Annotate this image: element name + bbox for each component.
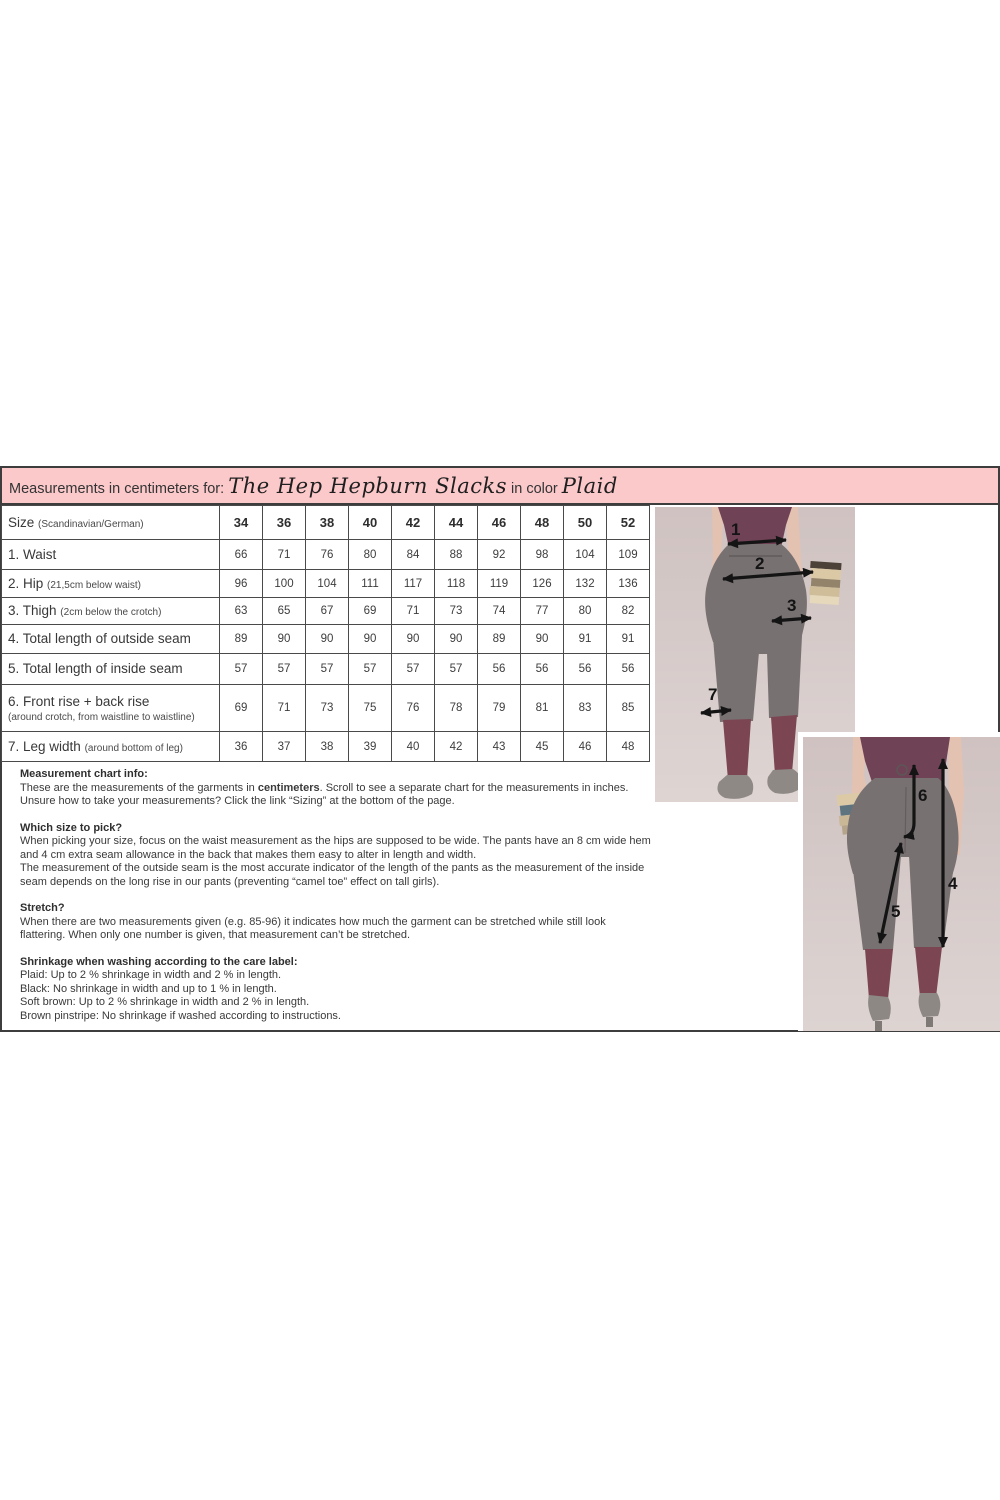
measurement-value-cell: 69: [349, 598, 392, 625]
measurement-value-cell: 78: [435, 685, 478, 732]
measurement-label-cell: [2, 625, 220, 654]
measurement-label: 2. Hip: [8, 575, 48, 591]
measurement-value-cell: 37: [263, 732, 306, 762]
measurement-value-cell: 89: [220, 625, 263, 654]
color-name: Plaid: [561, 473, 618, 498]
measurement-value-cell: 56: [607, 654, 650, 685]
info-section-heading: Measurement chart info:: [20, 768, 148, 780]
measurement-value-cell: 80: [349, 540, 392, 570]
measurement-value-cell: 100: [263, 570, 306, 598]
info-paragraph: Brown pinstripe: No shrinkage if washed according to instructions.: [20, 1009, 341, 1022]
measurement-value-cell: 71: [263, 540, 306, 570]
measurement-value-cell: 126: [521, 570, 564, 598]
measurement-value-cell: 43: [478, 732, 521, 762]
measurement-value-cell: 90: [392, 625, 435, 654]
info-section-heading: Which size to pick?: [20, 821, 123, 834]
measurement-value-cell: 57: [349, 654, 392, 685]
measurement-value-cell: 92: [478, 540, 521, 570]
measurement-value-cell: 39: [349, 732, 392, 762]
info-section-heading: Stretch?: [20, 902, 65, 914]
size-column-header: 48: [521, 506, 564, 540]
size-column-header: 42: [392, 506, 435, 540]
measurement-value-cell: 42: [435, 732, 478, 762]
measurement-value-cell: 67: [306, 598, 349, 625]
measurement-label-cell: [2, 685, 220, 732]
size-label: Size: [8, 514, 39, 530]
measurement-value-cell: 111: [349, 570, 392, 598]
info-paragraph: These are the measurements of the garments in centimeters. Scroll to see a separate chart for the measurements in inches. Unsure how to take your measurements? Click the link “Sizing” at the bottom of the page.: [20, 781, 629, 807]
pants-left-leg: [713, 638, 759, 722]
measurement-value-cell: 104: [564, 540, 607, 570]
right-shoe: [919, 993, 941, 1017]
measurement-value-cell: 65: [263, 598, 306, 625]
measurement-label: 4. Total length of outside seam: [8, 631, 191, 646]
size-column-header: 38: [306, 506, 349, 540]
photo-back-view: [798, 732, 1000, 1031]
arrow-label-1: 1: [731, 520, 741, 539]
info-section-heading: Shrinkage when washing according to the care label:: [20, 955, 298, 968]
back-figure-illustration: [803, 737, 1000, 1031]
table-row: [2, 654, 650, 685]
title-middle: in color: [506, 480, 562, 497]
measurement-value-cell: 76: [306, 540, 349, 570]
size-header-cell: [2, 506, 220, 540]
title-bar: [0, 466, 1000, 505]
measurement-value-cell: 38: [306, 732, 349, 762]
right-heel: [926, 1017, 933, 1027]
measurement-value-cell: 83: [564, 685, 607, 732]
measurement-value-cell: 46: [564, 732, 607, 762]
measurement-value-cell: 90: [349, 625, 392, 654]
measurement-note: (2cm below the crotch): [60, 607, 162, 618]
info-section: [20, 768, 652, 809]
info-paragraph: When picking your size, focus on the waist measurement as the hips are supposed to be wide. The pants have an 8 cm wide hem and 4 cm extra seam allowance in the back that makes them easy to alter in length and width.: [20, 835, 651, 861]
measurement-label-cell: [2, 654, 220, 685]
measurement-value-cell: 85: [607, 685, 650, 732]
table-row: [2, 540, 650, 570]
measurement-value-cell: 96: [220, 570, 263, 598]
measurement-label-cell: [2, 732, 220, 762]
arrow-label-6: 6: [918, 786, 928, 805]
measurement-value-cell: 57: [435, 654, 478, 685]
arrow-label-4: 4: [948, 874, 958, 893]
info-paragraph: Black: No shrinkage in width and up to 1 % in length.: [20, 982, 277, 995]
measurement-value-cell: 69: [220, 685, 263, 732]
info-paragraph: Plaid: Up to 2 % shrinkage in width and 2 % in length.: [20, 969, 282, 981]
measurement-note: (21,5cm below waist): [47, 579, 141, 591]
measurement-value-cell: 56: [478, 654, 521, 685]
left-heel: [875, 1021, 882, 1031]
info-section: [20, 956, 652, 1024]
measurement-label-cell: [2, 540, 220, 570]
measurement-value-cell: 71: [392, 598, 435, 625]
measurement-value-cell: 79: [478, 685, 521, 732]
measurement-value-cell: 48: [607, 732, 650, 762]
measurement-value-cell: 88: [435, 540, 478, 570]
size-column-header: 34: [220, 506, 263, 540]
measurement-value-cell: 104: [306, 570, 349, 598]
table-row: [2, 570, 650, 598]
measurement-label: 5. Total length of inside seam: [8, 661, 183, 676]
measurement-label-cell: [2, 598, 220, 625]
measurement-label-cell: [2, 570, 220, 598]
info-section: [20, 822, 652, 890]
measurement-value-cell: 136: [607, 570, 650, 598]
measurement-value-cell: 40: [392, 732, 435, 762]
measurement-value-cell: 118: [435, 570, 478, 598]
measurement-value-cell: 63: [220, 598, 263, 625]
table-row: [2, 598, 650, 625]
measurement-value-cell: 57: [220, 654, 263, 685]
measurement-value-cell: 66: [220, 540, 263, 570]
measurement-value-cell: 109: [607, 540, 650, 570]
size-chart-panel: [0, 466, 1000, 1032]
table-row: [2, 625, 650, 654]
measurement-value-cell: 90: [521, 625, 564, 654]
info-text: [20, 768, 652, 1036]
page-title: [9, 474, 618, 498]
arrow-label-3: 3: [787, 596, 797, 615]
measurement-value-cell: 77: [521, 598, 564, 625]
size-column-header: 46: [478, 506, 521, 540]
books: [808, 561, 842, 605]
size-column-header: 40: [349, 506, 392, 540]
measurement-value-cell: 75: [349, 685, 392, 732]
left-shoe: [868, 995, 891, 1021]
measurement-note: (around bottom of leg): [84, 742, 183, 754]
size-column-header: 44: [435, 506, 478, 540]
info-section: [20, 902, 652, 943]
measurement-label: 3. Thigh: [8, 603, 61, 618]
measurement-value-cell: 90: [263, 625, 306, 654]
panel-body: [0, 505, 1000, 1032]
measurement-value-cell: 73: [435, 598, 478, 625]
arrow-label-2: 2: [755, 554, 765, 573]
size-column-header: 36: [263, 506, 306, 540]
measurement-table: [1, 505, 650, 762]
measurement-value-cell: 56: [564, 654, 607, 685]
measurement-value-cell: 89: [478, 625, 521, 654]
measurement-value-cell: 84: [392, 540, 435, 570]
measurement-value-cell: 76: [392, 685, 435, 732]
info-paragraph: The measurement of the outside seam is the most accurate indicator of the length of the pants as the measurement of the inside seam depends on the long rise in our pants (preventing “camel toe” effect on tall girls).: [20, 862, 645, 888]
measurement-value-cell: 117: [392, 570, 435, 598]
measurement-value-cell: 132: [564, 570, 607, 598]
measurement-value-cell: 90: [306, 625, 349, 654]
measurement-value-cell: 71: [263, 685, 306, 732]
measurement-value-cell: 80: [564, 598, 607, 625]
info-paragraph: When there are two measurements given (e.g. 85-96) it indicates how much the garment can be stretched while still look flattering. When only one number is given, that measurement can’t be stretched.: [20, 915, 606, 941]
measurement-value-cell: 45: [521, 732, 564, 762]
right-shoe: [767, 769, 801, 794]
measurement-label: 6. Front rise + back rise: [8, 694, 150, 709]
measurement-value-cell: 82: [607, 598, 650, 625]
table-row: [2, 685, 650, 732]
measurement-value-cell: 91: [564, 625, 607, 654]
arrow-label-5: 5: [891, 902, 901, 921]
measurement-label: 1. Waist: [8, 546, 57, 562]
measurement-value-cell: 73: [306, 685, 349, 732]
product-name: The Hep Hepburn Slacks: [228, 473, 507, 498]
measurement-value-cell: 81: [521, 685, 564, 732]
measurement-value-cell: 90: [435, 625, 478, 654]
measurement-value-cell: 91: [607, 625, 650, 654]
measurement-value-cell: 56: [521, 654, 564, 685]
measurement-label: 7. Leg width: [8, 738, 85, 754]
measurement-value-cell: 57: [306, 654, 349, 685]
measurement-value-cell: 74: [478, 598, 521, 625]
size-column-header: 50: [564, 506, 607, 540]
arrow-label-7: 7: [708, 685, 718, 704]
measurement-value-cell: 119: [478, 570, 521, 598]
measurement-note: (around crotch, from waistline to waistline): [8, 712, 195, 723]
measurement-value-cell: 36: [220, 732, 263, 762]
measurement-value-cell: 98: [521, 540, 564, 570]
title-prefix: Measurements in centimeters for:: [9, 480, 229, 497]
measurement-value-cell: 57: [392, 654, 435, 685]
size-column-header: 52: [607, 506, 650, 540]
info-paragraph: Soft brown: Up to 2 % shrinkage in width and 2 % in length.: [20, 996, 310, 1008]
measurement-value-cell: 57: [263, 654, 306, 685]
size-note: (Scandinavian/German): [38, 518, 144, 530]
table-row: [2, 732, 650, 762]
